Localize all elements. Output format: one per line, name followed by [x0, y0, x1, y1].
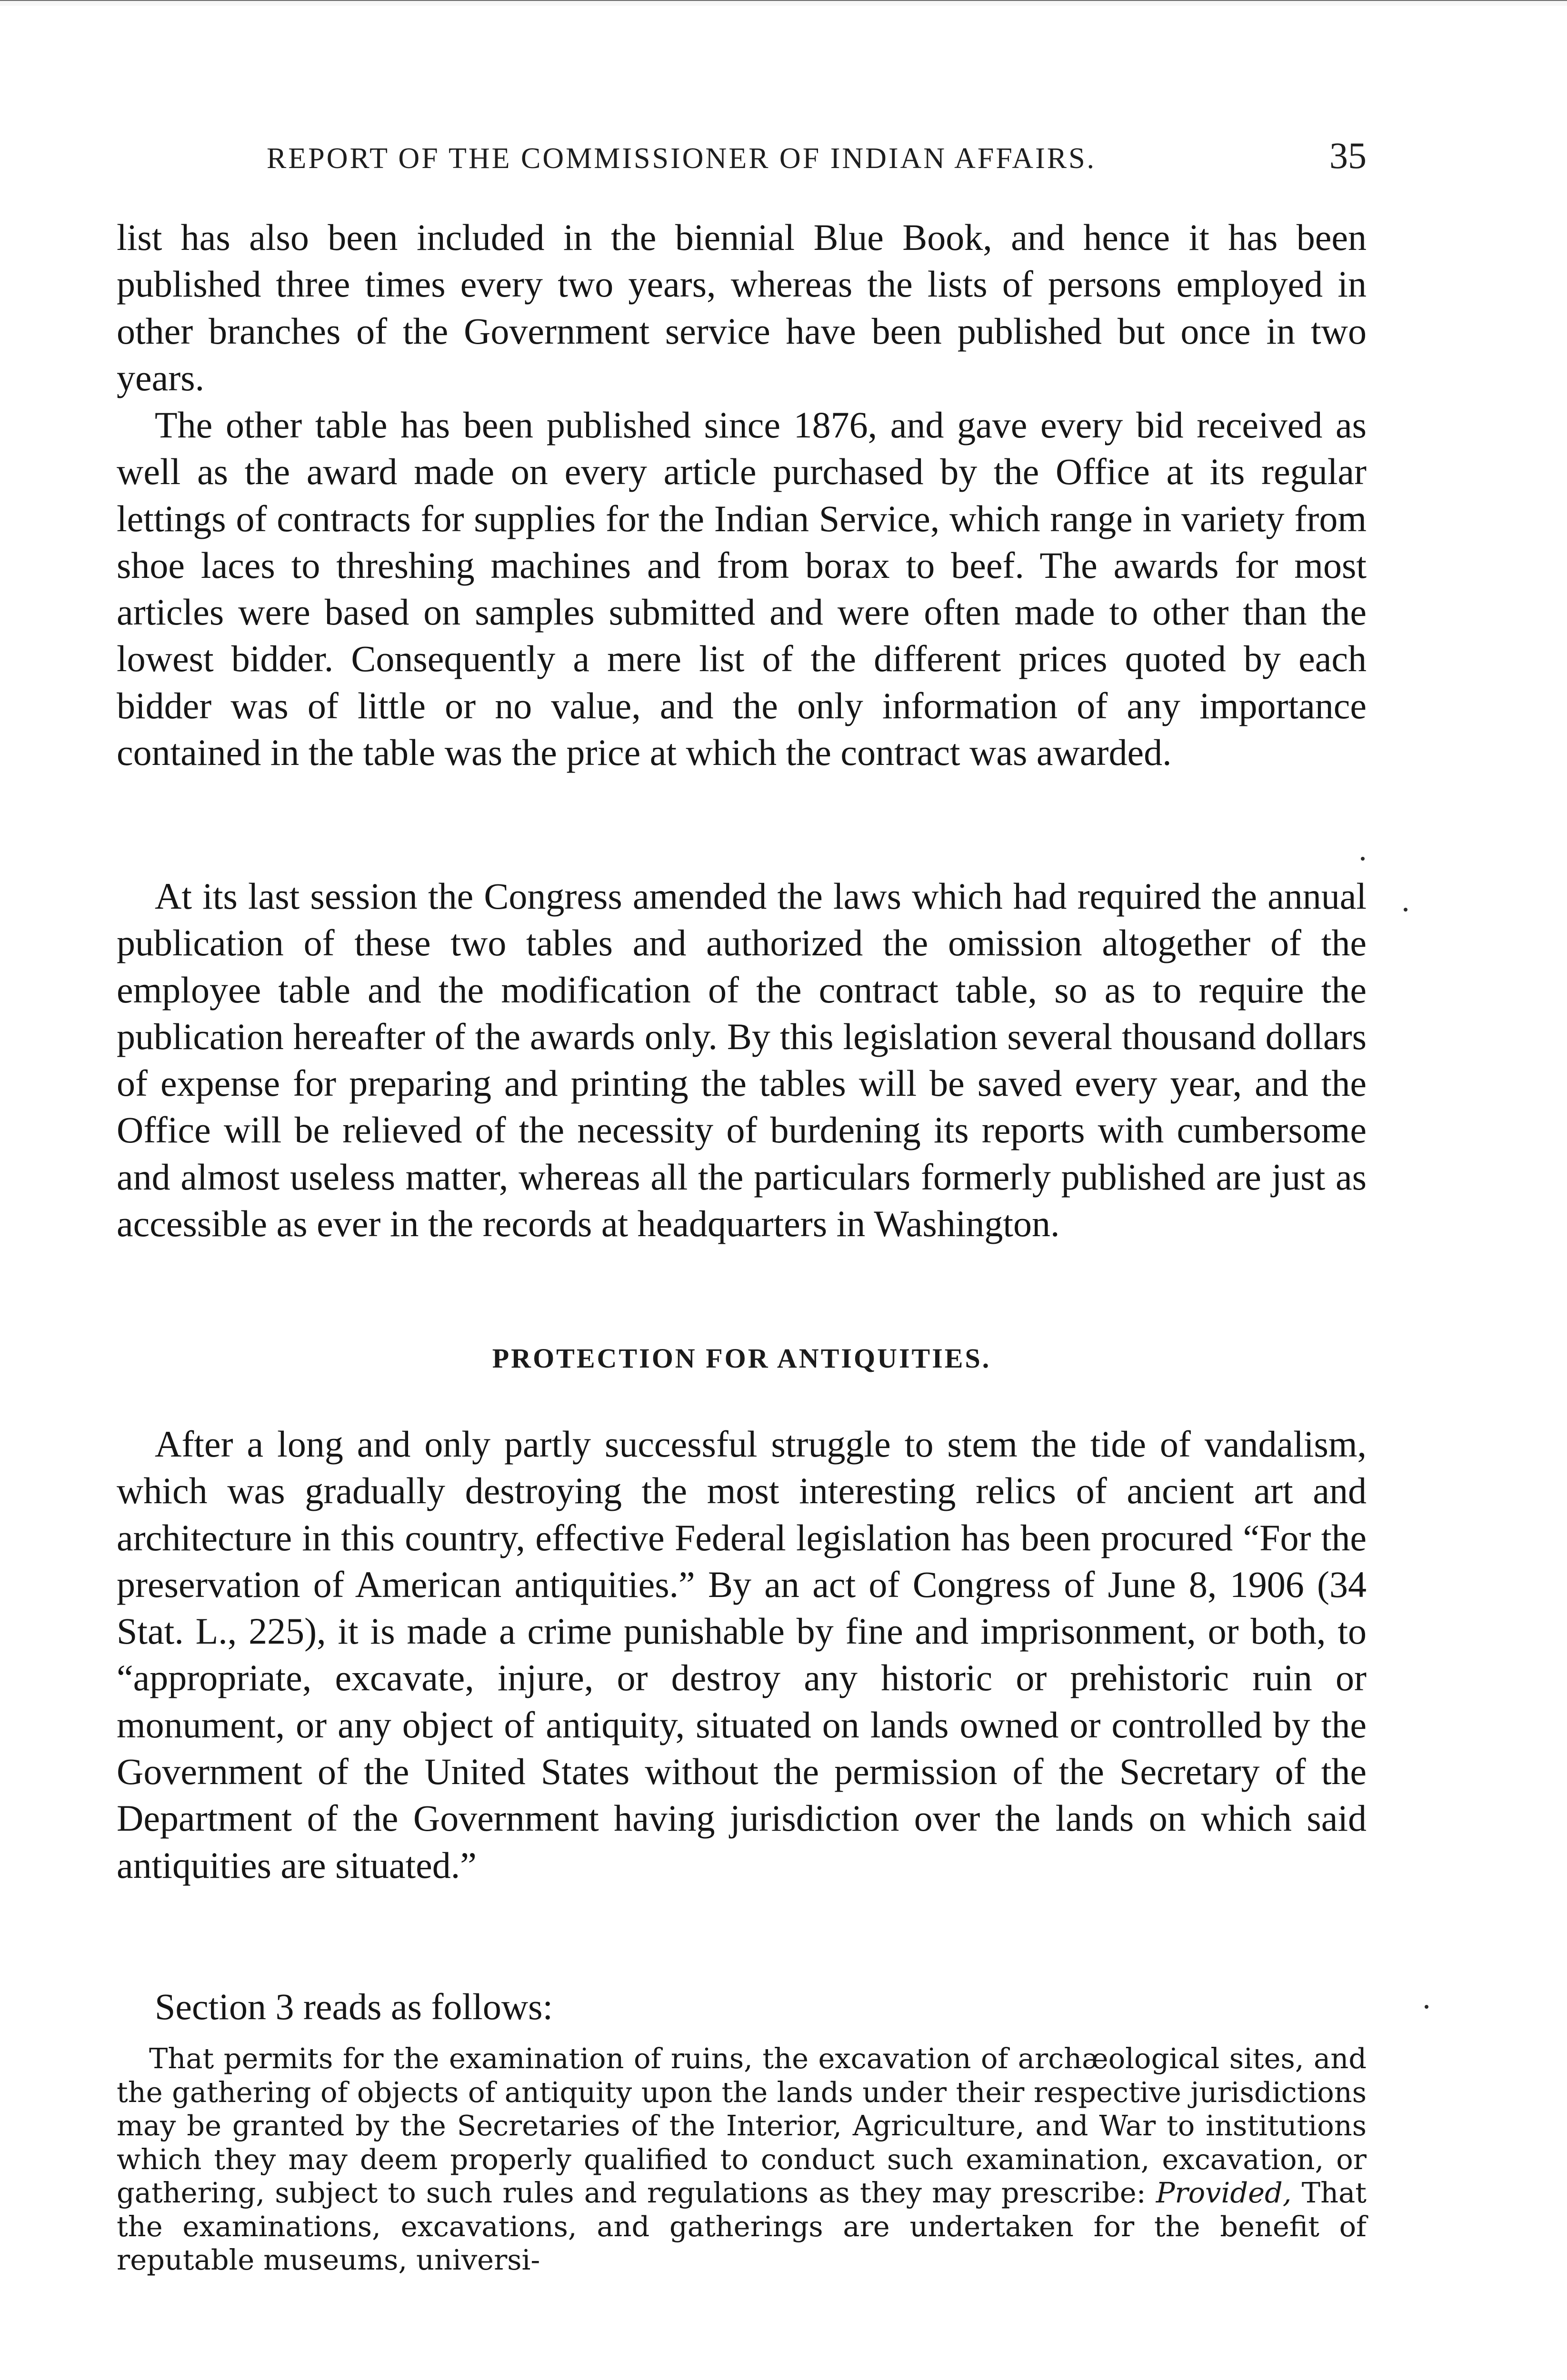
scan-speck [1361, 857, 1365, 861]
section-3-quotation [117, 2042, 1367, 2277]
paragraph-continuation: list has also been included in the biennial Blue Book, and hence it has been published three times every two years, whereas the lists of persons employed in other branches of the Government service have been published but once in two years. [117, 217, 1367, 398]
paragraph-congress-amendment: At its last session the Congress amended the laws which had required the annual publication of these two tables and authorized the omission altogether of the employee table and the modification of the contract table, so as to require the publication hereafter of the awards only. By this legislation several thousand dollars of expense for preparing and printing the tables will be saved every year, and the Office will be relieved of the necessity of burdening its reports with cumbersome and almost useless matter, whereas all the particulars formerly published are just as accessible as ever in the records at headquarters in Washington. [117, 875, 1367, 1245]
paragraph-contract-table: The other table has been published since 1876, and gave every bid received as well as the award made on every article purchased by the Office at its regular lettings of contracts for supplies for the Indian Service, which range in variety from shoe laces to threshing machines and from borax to beef. The awards for most articles were based on samples submitted and were often made to other than the lowest bidder. Consequently a mere list of the different prices quoted by each bidder was of little or no value, and the only information of any importance contained in the table was the price at which the contract was awarded. [117, 404, 1367, 774]
quote-text-after-italic: That the examinations, excavations, and gatherings are undertaken for the benefit of reputable museums, universi- [117, 2176, 1367, 2276]
running-title: REPORT OF THE COMMISSIONER OF INDIAN AFFAIRS. [267, 142, 1097, 175]
scan-speck [1404, 908, 1407, 912]
paragraph-antiquities-act: After a long and only partly successful struggle to stem the tide of vandalism, which was gradually destroying the most interesting relics of ancient art and architecture in this country, effective Federal legislation has been procured “For the preservation of American antiquities.” By an act of Congress of June 8, 1906 (34 Stat. L., 225), it is made a crime punishable by fine and imprisonment, or both, to “appropriate, excavate, injure, or destroy any historic or prehistoric ruin or monument, or any object of antiquity, situated on lands owned or controlled by the Government of the United States without the permission of the Secretary of the Department of the Government having jurisdiction over the lands on which said antiquities are situated.” [117, 1423, 1367, 1886]
scan-speck [1425, 2005, 1428, 2009]
quote-italic-provided: Provided, [1156, 2176, 1292, 2209]
section-3-intro: Section 3 reads as follows: [155, 1986, 553, 2027]
quote-text-before-italic: That permits for the examination of ruins, the excavation of archæological sites, and the gathering of objects of antiquity upon the lands under their respective jurisdictions may be granted by the Secretaries of the Interior, Agriculture, and War to institutions which they may deem properly qualified to conduct such examination, excavation, or gathering, subject to such rules and regulations as they may prescribe: [117, 2042, 1367, 2209]
page-header [117, 129, 1367, 186]
section-heading: PROTECTION FOR ANTIQUITIES. [492, 1343, 991, 1374]
scan-top-border [0, 0, 1567, 6]
page-number: 35 [1329, 135, 1367, 176]
